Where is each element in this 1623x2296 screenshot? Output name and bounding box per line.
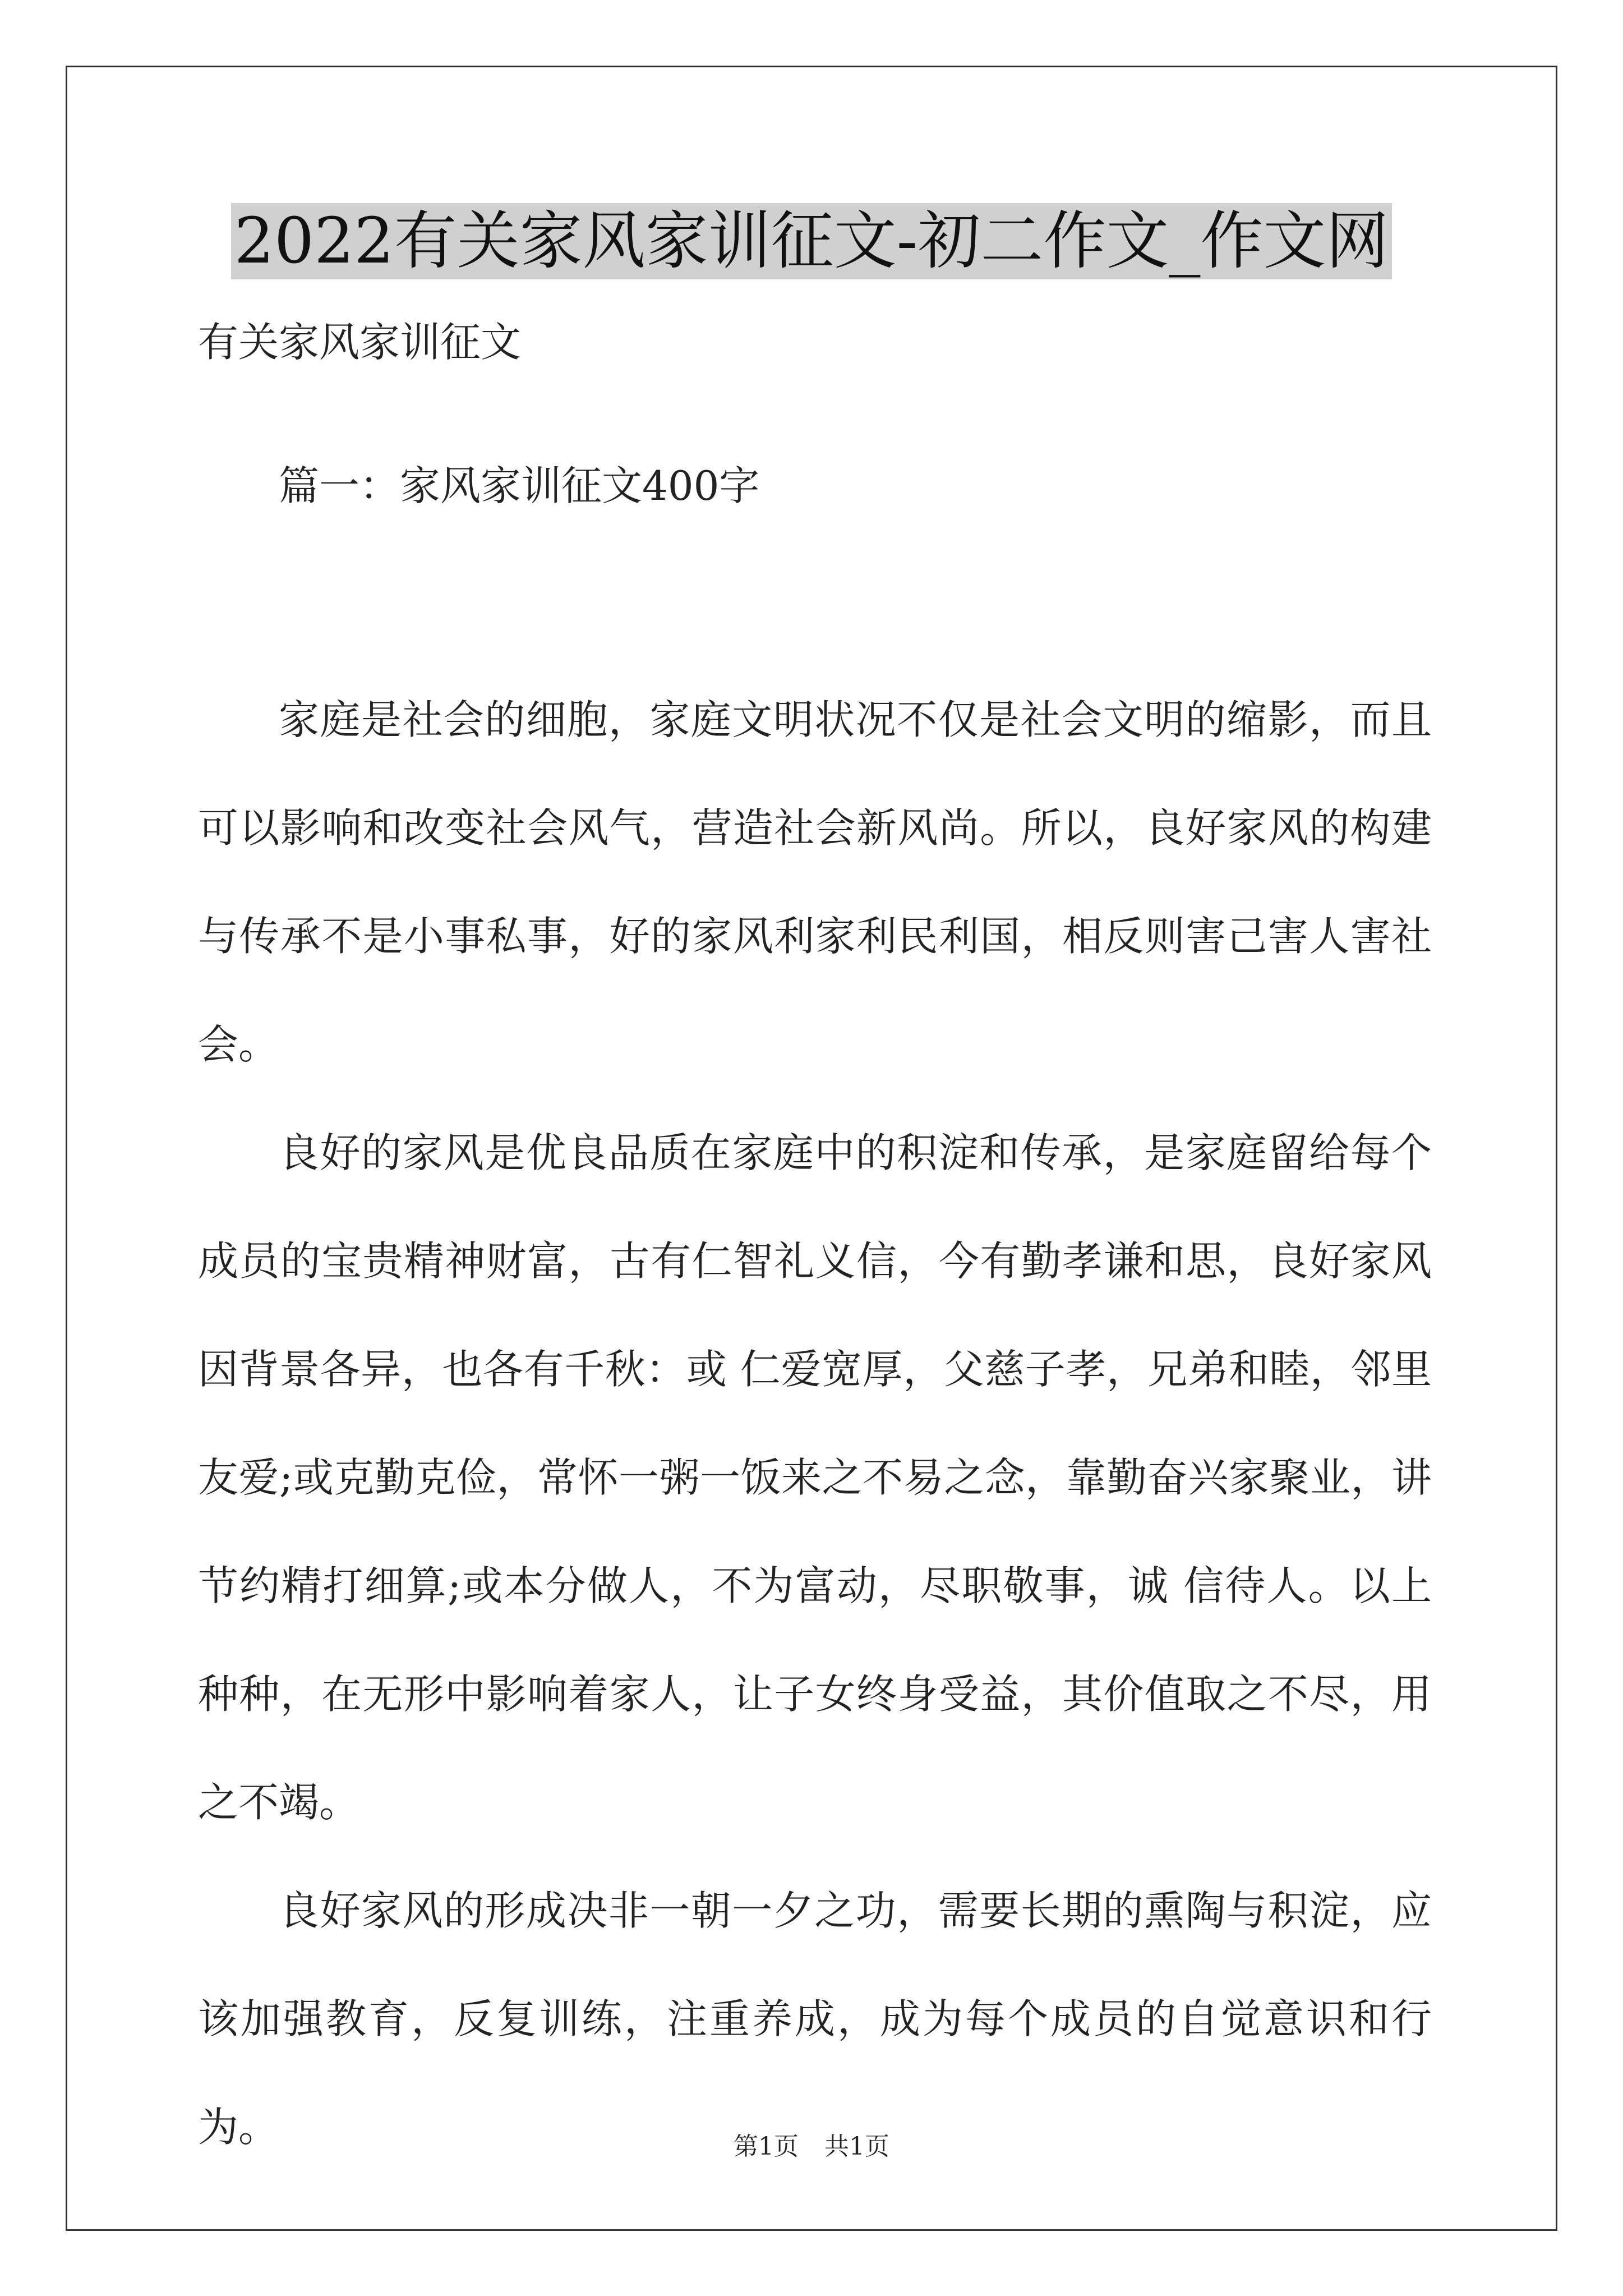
- document-subtitle: 有关家风家训征文: [198, 319, 522, 366]
- page-count: 共1页: [824, 2132, 889, 2161]
- title-container: [0, 203, 1623, 279]
- article-body: [198, 666, 1432, 2182]
- paragraph: 家庭是社会的细胞，家庭文明状况不仅是社会文明的缩影，而且可以影响和改变社会风气，营造社会新风尚。所以，良好家风的构建与传承不是小事私事，好的家风利家利民利国，相反则害己害人害社会。: [198, 696, 1432, 1068]
- paragraph: 良好的家风是优良品质在家庭中的积淀和传承，是家庭留给每个成员的宝贵精神财富，古有仁智礼义信，今有勤孝谦和思，良好家风因背景各异，也各有千秋：或 仁爱宽厚，父慈子孝，兄弟和睦，邻里友爱;或克勤克俭，常怀一粥一饭来之不易之念，靠勤奋兴家聚业，讲节约精打细算;或本分做人，不为富动，尽职敬事，诚 信待人。以上种种，在无形中影响着家人，让子女终身受益，其价值取之不尽，用之不竭。: [198, 1129, 1432, 1826]
- document-title: 2022有关家风家训征文-初二作文_作文网: [231, 203, 1393, 279]
- paragraph: 良好家风的形成决非一朝一夕之功，需要长期的熏陶与积淀，应该加强教育，反复训练，注重养成，成为每个成员的自觉意识和行为。: [198, 1887, 1432, 2151]
- page-number: 第1页: [734, 2132, 799, 2161]
- section-heading: 篇一：家风家训征文400字: [279, 462, 760, 509]
- page-footer: [0, 2130, 1623, 2164]
